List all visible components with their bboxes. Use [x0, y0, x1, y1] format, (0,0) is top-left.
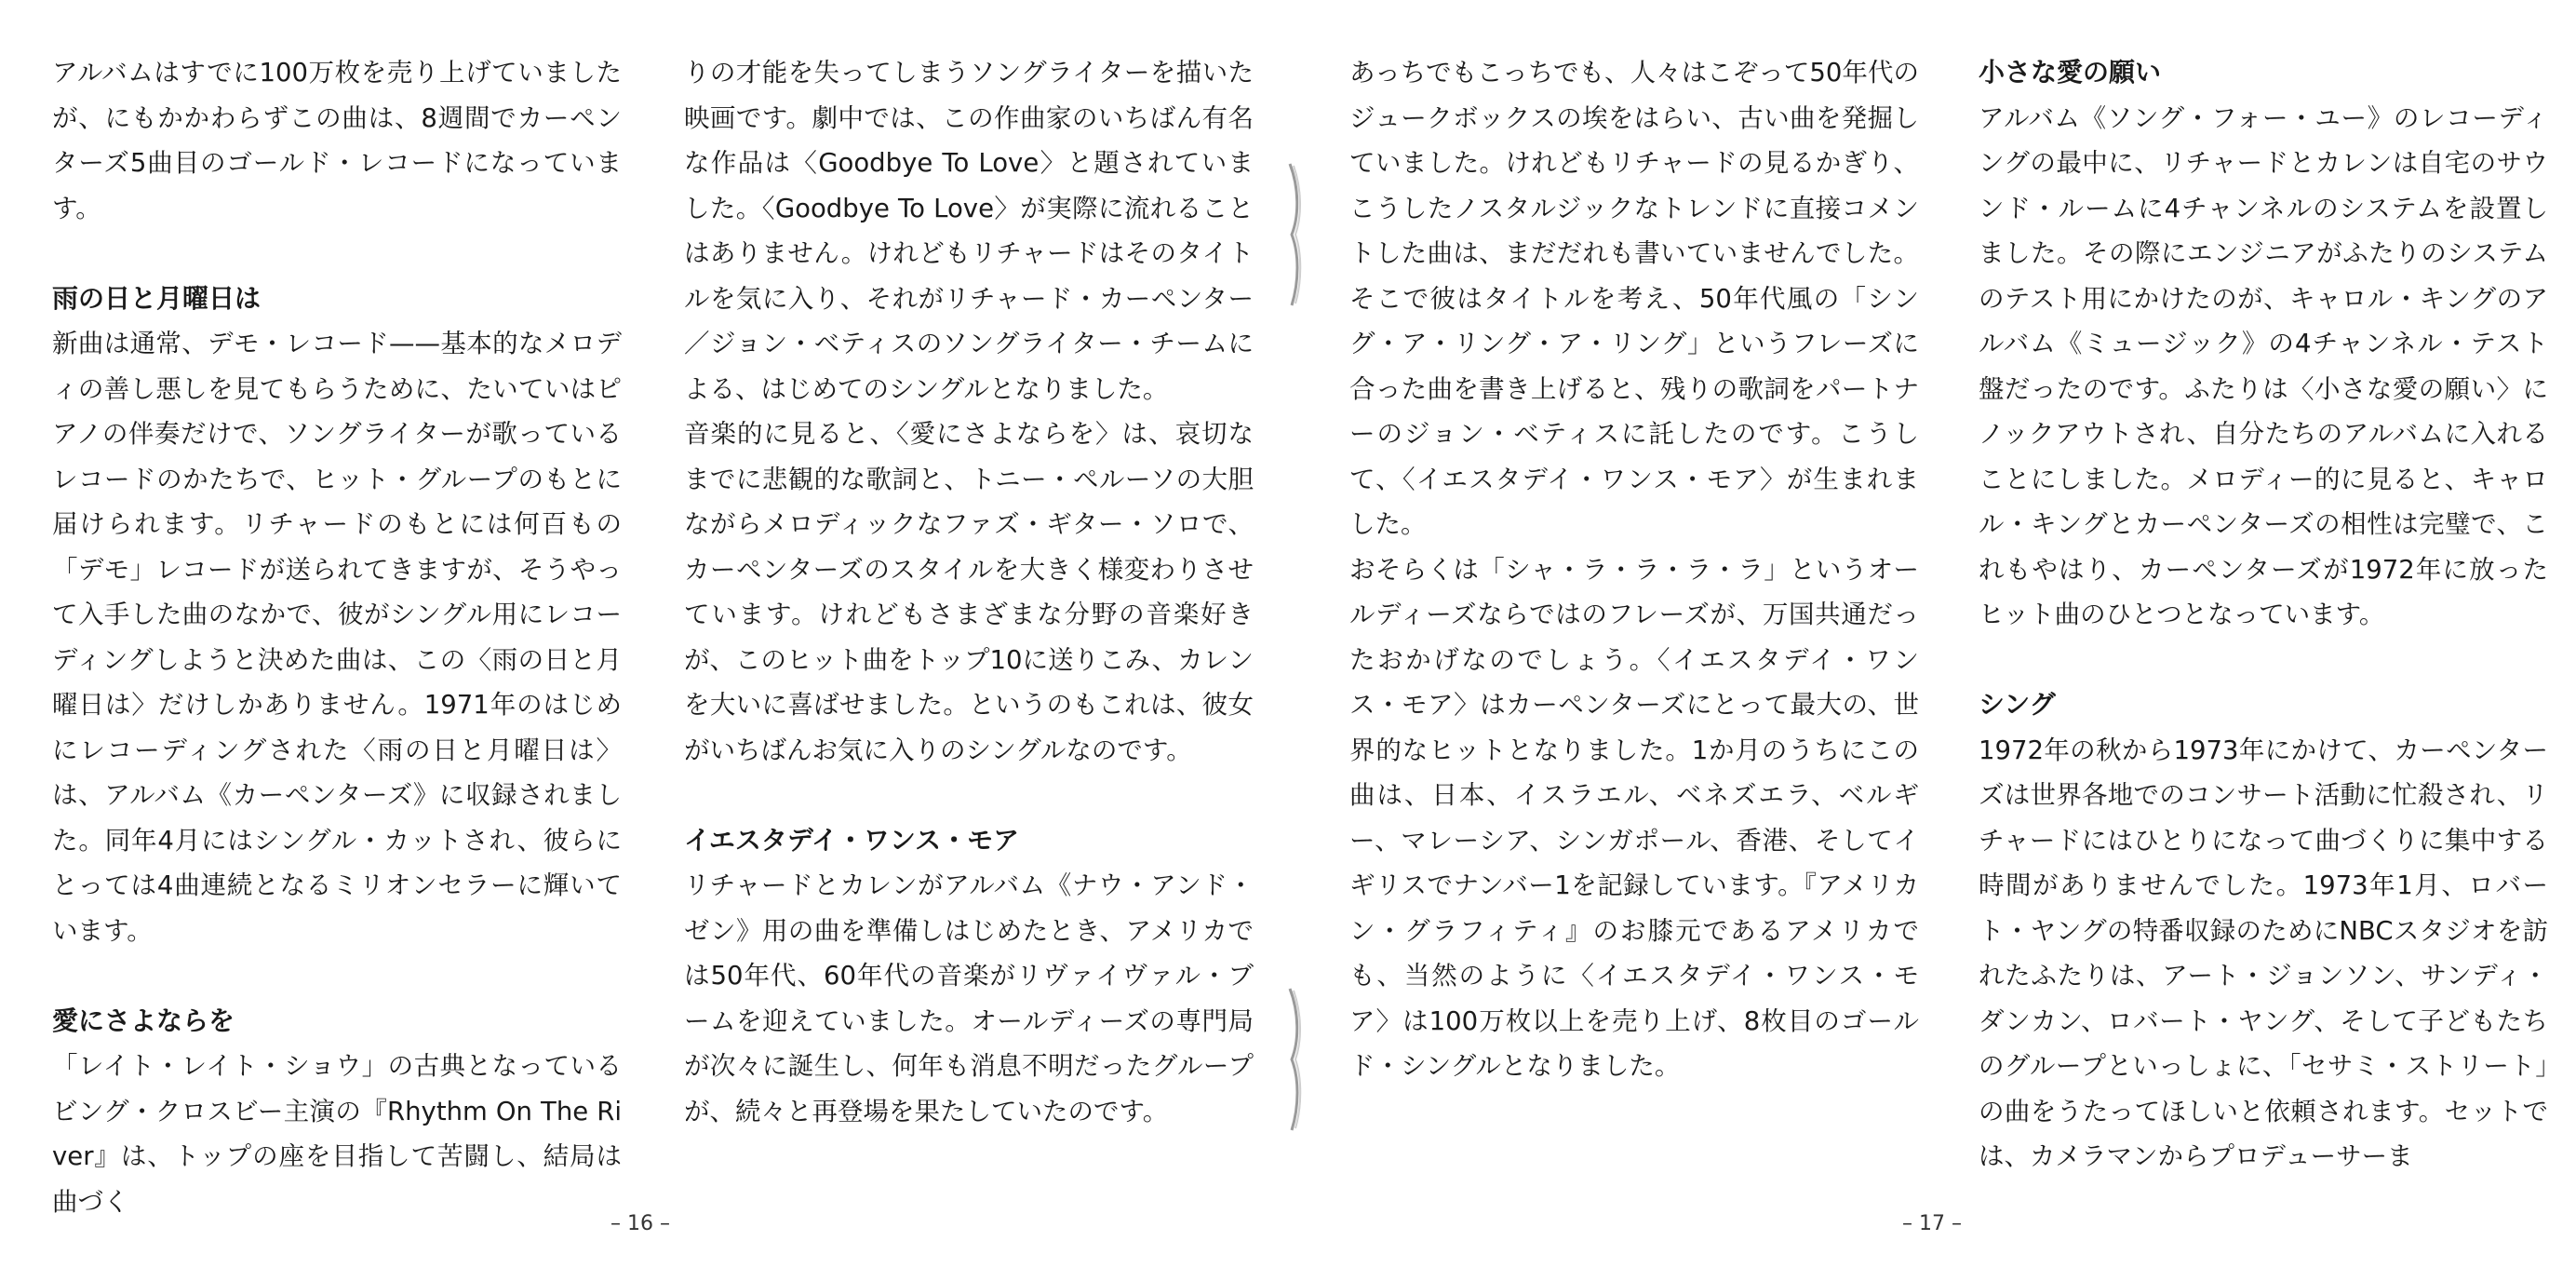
paragraph: あっちでもこっちでも、人々はこぞって50年代のジュークボックスの埃をはらい、古い曲を発掘していました。けれどもリチャードの見るかぎり、こうしたノスタルジックなトレンドに直接コメントした曲は、まだだれも書いていませんでした。そこで彼はタイトルを考え、50年代風の「シング・ア・リング・ア・リング」というフレーズに合った曲を書き上げると、残りの歌詞をパートナーのジョン・ベティスに託したのです。こうして、〈イエスタデイ・ワンス・モア〉が生まれました。	[1349, 58, 1919, 539]
section-heading: 雨の日と月曜日は	[52, 282, 262, 314]
paragraph: 「レイト・レイト・ショウ」の古典となっているビング・クロスビー主演の『Rhythm On The River』は、トップの座を目指して苦闘し、結局は曲づく	[52, 1051, 622, 1217]
paragraph: 新曲は通常、デモ・レコード——基本的なメロディの善し悪しを見てもらうために、たいていはピアノの伴奏だけで、ソングライターが歌っているレコードのかたちで、ヒット・グループのもとに届けられます。リチャードのもとには何百もの「デモ」レコードが送られてきますが、そうやって入手した曲のなかで、彼がシングル用にレコーディングしようと決めた曲は、この〈雨の日と月曜日は〉だけしかありません。1971年のはじめにレコーディングされた〈雨の日と月曜日は〉は、アルバム《カーペンターズ》に収録されました。同年4月にはシングル・カットされ、彼らにとっては4曲連続となるミリオンセラーに輝いています。	[52, 329, 622, 946]
paragraph: 音楽的に見ると、〈愛にさよならを〉は、哀切なまでに悲観的な歌詞と、トニー・ペルーソの大胆ながらメロディックなファズ・ギター・ソロで、カーペンターズのスタイルを大きく様変わりさせています。けれどもさまざまな分野の音楽好きが、このヒット曲をトップ10に送りこみ、カレンを大いに喜ばせました。というのもこれは、彼女がいちばんお気に入りのシングルなのです。	[684, 419, 1254, 765]
paragraph: おそらくは「シャ・ラ・ラ・ラ・ラ」というオールディーズならではのフレーズが、万国共通だったおかげなのでしょう。〈イエスタデイ・ワンス・モア〉はカーペンターズにとって最大の、世界的なヒットとなりました。1か月のうちにこの曲は、日本、イスラエル、ベネズエラ、ベルギー、マレーシア、シンガポール、香港、そしてイギリスでナンバー1を記録しています。『アメリカン・グラフィティ』のお膝元であるアメリカでも、当然のように〈イエスタデイ・ワンス・モア〉は100万枚以上を売り上げ、8枚目のゴールド・シングルとなりました。	[1349, 554, 1919, 1081]
right-page	[1288, 0, 2576, 1281]
right-page-column-2	[1979, 50, 2548, 1180]
paragraph: りの才能を失ってしまうソングライターを描いた映画です。劇中では、この作曲家のいちばん有名な作品は〈Goodbye To Love〉と題されていました。〈Goodbye To Love〉が実際に流れることはありません。けれどもリチャードはそのタイトルを気に入り、それがリチャード・カーペンター／ジョン・ベティスのソングライター・チームによる、はじめてのシングルとなりました。	[684, 58, 1254, 404]
paragraph: リチャードとカレンがアルバム《ナウ・アンド・ゼン》用の曲を準備しはじめたとき、アメリカでは50年代、60年代の音楽がリヴァイヴァル・ブームを迎えていました。オールディーズの専門局が次々に誕生し、何年も消息不明だったグループが、続々と再登場を果たしていたのです。	[684, 870, 1254, 1126]
section-heading: 小さな愛の願い	[1979, 57, 2162, 88]
right-page-column-1	[1349, 50, 1919, 1089]
section-heading: シング	[1979, 689, 2056, 720]
section-heading: イエスタデイ・ワンス・モア	[684, 824, 1020, 856]
section-heading: 愛にさよならを	[52, 1005, 235, 1036]
paragraph: アルバム《ソング・フォー・ユー》のレコーディングの最中に、リチャードとカレンは自宅のサウンド・ルームに4チャンネルのシステムを設置しました。その際にエンジニアがふたりのシステムのテスト用にかけたのが、キャロル・キングのアルバム《ミュージック》の4チャンネル・テスト盤だったのです。ふたりは〈小さな愛の願い〉にノックアウトされ、自分たちのアルバムに入れることにしました。メロディー的に見ると、キャロル・キングとカーペンターズの相性は完璧で、これもやはり、カーペンターズが1972年に放ったヒット曲のひとつとなっています。	[1979, 102, 2548, 629]
page-number: – 17 –	[1902, 1212, 1962, 1235]
page-number: – 16 –	[610, 1212, 670, 1235]
left-page-column-2	[684, 50, 1254, 1134]
paragraph: アルバムはすでに100万枚を売り上げていましたが、にもかかわらずこの曲は、8週間でカーペンターズ5曲目のゴールド・レコードになっています。	[52, 58, 622, 223]
left-page-column-1	[52, 50, 622, 1224]
paragraph: 1972年の秋から1973年にかけて、カーペンターズは世界各地でのコンサート活動に忙殺され、リチャードにはひとりになって曲づくりに集中する時間がありませんでした。1973年1月、ロバート・ヤングの特番収録のためにNBCスタジオを訪れたふたりは、アート・ジョンソン、サンディ・ダンカン、ロバート・ヤング、そして子どもたちのグループといっしょに、「セサミ・ストリート」の曲をうたってほしいと依頼されます。セットでは、カメラマンからプロデューサーま	[1979, 735, 2548, 1171]
